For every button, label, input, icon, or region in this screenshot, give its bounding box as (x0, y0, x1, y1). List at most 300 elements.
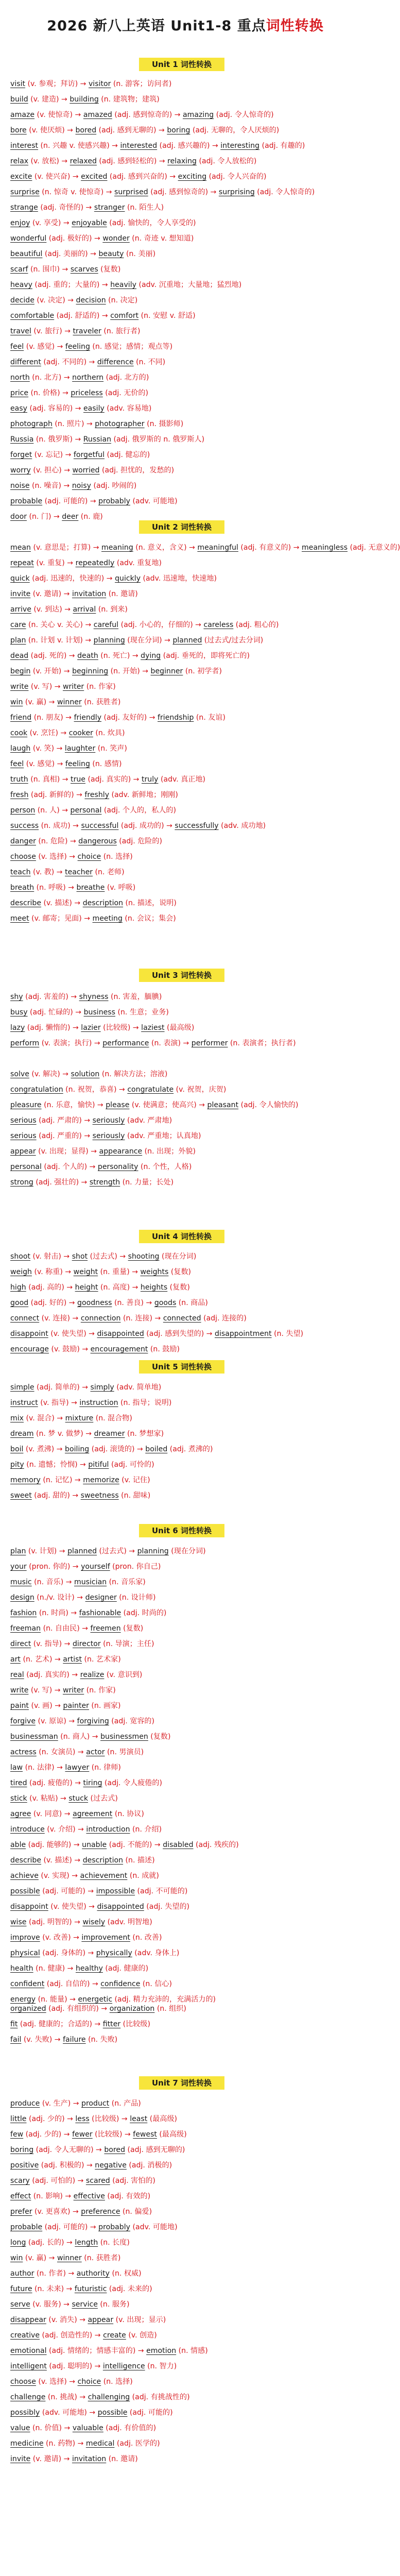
word-line (10, 803, 360, 818)
word-line (10, 1280, 360, 1295)
word: physical (10, 1949, 40, 1957)
word-gloss: (adj. 可能的) → (40, 1887, 96, 1895)
word-gloss: (n. 围巾) → (28, 265, 71, 274)
word-gloss: (adv. 可能地) (130, 497, 178, 505)
word-line (10, 989, 360, 1005)
word-gloss: (adj. 积极的) → (39, 2161, 95, 2170)
word-gloss: (比较级) → (100, 1024, 142, 1032)
word: northern (72, 374, 104, 382)
word: high (10, 1283, 26, 1292)
word: businessmen (100, 1733, 148, 1741)
word-gloss: (n. 遗憾；怜悯) → (24, 1461, 89, 1469)
word-gloss: (adv. 迅速地，快速地) (141, 574, 217, 583)
word-gloss: (v. 描述) → (41, 899, 83, 907)
word: writer (62, 683, 84, 691)
word-gloss: (adj. 好的) → (28, 1299, 78, 1307)
word: least (130, 2115, 148, 2123)
word-gloss: (adv. 可能地) (130, 2223, 178, 2231)
word: scared (85, 2177, 110, 2185)
word-gloss: (v. 指导) → (31, 1640, 73, 1648)
word: interest (10, 142, 39, 150)
word: yourself (81, 1563, 110, 1571)
word: repeatedly (75, 559, 115, 567)
word-gloss: (adj. 俄罗斯的 n. 俄罗斯人) (111, 435, 205, 444)
word: feel (10, 343, 24, 351)
word: agreement (73, 1810, 113, 1818)
word-gloss: (n. 药物) → (43, 2439, 86, 2448)
word: choose (10, 2378, 36, 2386)
word-line (10, 2250, 360, 2266)
word-gloss: (n. 导演；主任) (100, 1640, 154, 1648)
word-gloss: (adj. 消极的) (126, 2161, 172, 2170)
word: disappear (10, 2316, 46, 2324)
word-line (10, 138, 360, 154)
word-gloss: (n. 法律) → (23, 1764, 65, 1772)
word: relaxing (167, 157, 197, 165)
title-main: 2026 新八上英语 Unit1-8 重点 (47, 18, 266, 34)
word-line (10, 602, 360, 617)
word-gloss: (adj. 可怕的) → (29, 2177, 86, 2185)
word-line (10, 1113, 360, 1128)
word-gloss: (adj. 能够的) → (26, 1841, 82, 1849)
word: win (10, 698, 23, 706)
word: interesting (220, 142, 260, 150)
word: length (75, 2239, 98, 2247)
word: shy (10, 993, 23, 1001)
word: goodness (77, 1299, 112, 1307)
word-line (10, 2189, 360, 2204)
word-gloss: (n. 画家) (89, 1702, 121, 1710)
word: easy (10, 404, 27, 413)
word: meaning (101, 544, 133, 552)
word-gloss: (n. 失望) (271, 1330, 304, 1338)
word: meaningful (197, 544, 238, 552)
word: congratulation (10, 1086, 63, 1094)
word-gloss: (v. 教) → (30, 868, 65, 876)
word-line (10, 895, 360, 911)
word: care (10, 621, 26, 629)
unit-heading: Unit 5 词性转换 (139, 1360, 224, 1374)
word: beginning (72, 667, 109, 675)
word-gloss: (n. 权威) (110, 2269, 142, 2278)
word-line (10, 1899, 360, 1914)
word-line (10, 478, 360, 494)
word-gloss: (v. 写) → (28, 1686, 63, 1694)
word-gloss: (adj. 有趣的) (259, 142, 305, 150)
word-gloss: (v. 射击) → (30, 1252, 72, 1261)
word-gloss: (n. 成功) → (39, 822, 81, 830)
word: boiled (145, 1445, 168, 1453)
unit-heading: Unit 7 词性转换 (139, 2076, 224, 2090)
word: meaningless (302, 544, 348, 552)
word-gloss: (v. 感觉) → (24, 343, 65, 351)
word: fewer (72, 2130, 93, 2139)
word: appearance (99, 1147, 143, 1156)
word-gloss: (adj. 滚烫的) → (89, 1445, 146, 1453)
word-gloss: (v. 建造) → (28, 95, 70, 104)
word-gloss: (n. 善良) → (112, 1299, 154, 1307)
unit-heading: Unit 1 词性转换 (139, 58, 224, 71)
word-gloss: (adj. 严肃的) → (36, 1116, 93, 1125)
word-line (10, 617, 360, 633)
word-gloss: (pron. 你自己) (110, 1563, 161, 1571)
word-gloss: (现在分词) → (125, 636, 173, 645)
word-gloss: (adj. 无意义的) (347, 544, 400, 552)
word-gloss: (n. 甜味) (118, 1492, 151, 1500)
word-line (10, 849, 360, 865)
word-line (10, 741, 360, 756)
word-gloss: (adj. 美丽的) → (42, 250, 99, 258)
word-gloss: (v. 称重) → (32, 1268, 74, 1276)
word-gloss: (n. 男演员) (105, 1748, 144, 1756)
word: business (83, 1008, 115, 1016)
word: worried (72, 466, 100, 474)
word: designer (85, 1594, 117, 1602)
word-gloss: (n. 关心 v. 关心) → (26, 621, 94, 629)
word: personality (97, 1163, 138, 1171)
word-list (10, 1249, 360, 1357)
word-gloss: (n. 北方) → (29, 374, 73, 382)
word-gloss: (n. 力量；长处) (120, 1178, 174, 1187)
word-gloss: (adj. 明智的) → (26, 1918, 83, 1926)
word-gloss: (v. 旅行) → (31, 327, 73, 335)
word: write (10, 1686, 29, 1694)
word: describe (10, 899, 42, 907)
word-gloss: (v. 使惊奇) → (34, 111, 83, 119)
word-line (10, 1930, 360, 1945)
word-line (10, 1175, 360, 1190)
word: probable (10, 2223, 43, 2231)
word-gloss: (n. 邀请) (106, 590, 138, 598)
word: forget (10, 451, 32, 459)
word: confident (10, 1980, 45, 1988)
word-line (10, 2281, 360, 2297)
word-gloss: (n. 感情) (90, 760, 122, 768)
word: win (10, 2254, 23, 2262)
word-gloss: (最高级) (156, 2130, 187, 2139)
word-gloss: (n. 混合物) (93, 1414, 132, 1422)
word: true (71, 775, 85, 784)
word-line (10, 1698, 360, 1714)
word-gloss: (n. 重量) → (98, 1268, 141, 1276)
word-gloss: (n. 描述) (123, 1856, 155, 1865)
word: difference (97, 358, 134, 366)
word-gloss: (v. 改善) → (40, 1934, 82, 1942)
word: musician (74, 1578, 107, 1586)
word: probable (10, 497, 43, 505)
word: relax (10, 157, 29, 165)
word: feeling (65, 343, 90, 351)
word: excite (10, 173, 32, 181)
word-gloss: (adj. 令人惊奇的) (254, 188, 315, 196)
word: build (10, 95, 28, 104)
word-gloss: (v. 消失) → (46, 2316, 88, 2324)
word: planning (93, 636, 125, 645)
word-gloss: (n. 女演员) → (36, 1748, 86, 1756)
word-line (10, 1868, 360, 1884)
word-gloss: (adj. 个人的) → (41, 1163, 98, 1171)
word-gloss: (n. 挑战) → (45, 2393, 88, 2401)
word-gloss: (v. 赢) → (23, 698, 57, 706)
word: cooker (68, 729, 93, 737)
word: surprised (114, 188, 148, 196)
word-line (10, 2389, 360, 2405)
word-gloss: (v. 煮沸) → (23, 1445, 65, 1453)
word-gloss: (n. 意义，含义) → (133, 544, 198, 552)
word-line (10, 2405, 360, 2420)
word-line (10, 1914, 360, 1930)
word: future (10, 2285, 32, 2293)
word-gloss: (n. 长度) (98, 2239, 130, 2247)
word-line (10, 1342, 360, 1357)
word: intelligent (10, 2362, 47, 2370)
word-gloss: (n. 生意；业务) (115, 1008, 169, 1016)
word-line (10, 246, 360, 262)
word-gloss: (adj. 个人的，私人的) (101, 806, 177, 815)
word-gloss: (adj. 情绪的；情感丰富的) → (46, 2347, 147, 2355)
word: personal (70, 806, 102, 815)
word: bored (104, 2146, 126, 2154)
word-line (10, 540, 400, 555)
word: noise (10, 482, 30, 490)
word-gloss: (v. 使失望) → (48, 1330, 97, 1338)
word-line (10, 1961, 360, 1976)
word-gloss: (adj. 垂死的，即将死亡的) (161, 652, 250, 660)
word: disappoint (10, 1903, 48, 1911)
word-gloss: (adj. 无聊的，令人厌烦的) (190, 126, 280, 134)
word-gloss: (n. 噪音) → (29, 482, 72, 490)
word-line (10, 1976, 360, 1992)
word: forgiving (77, 1717, 109, 1725)
word-gloss: (n. 炊具) (93, 729, 125, 737)
word-line (10, 2374, 360, 2389)
word-gloss: (adj. 令人惊奇的) (214, 111, 274, 119)
word-line (10, 1744, 360, 1760)
word-gloss: (n. 游客；访问者) (111, 80, 172, 88)
word-gloss: (adj. 有意义的) → (238, 544, 302, 552)
word: create (103, 2331, 126, 2340)
word: strong (10, 1178, 33, 1187)
word: possible (97, 2409, 128, 2417)
word-gloss: (v. 更喜欢) → (32, 2208, 81, 2216)
word: improvement (81, 1934, 130, 1942)
word-line (10, 1066, 360, 1082)
word-gloss: (n. 艺术) → (20, 1655, 63, 1664)
word-gloss: (n. 成就) (127, 1872, 159, 1880)
word-gloss: (adj. 容易的) → (27, 404, 83, 413)
word-line (10, 865, 360, 880)
word: shoot (10, 1252, 31, 1261)
word: photograph (10, 420, 53, 428)
word-gloss: (v. 描述) → (41, 1856, 83, 1865)
word-gloss: (v. 计划) → (26, 1547, 68, 1555)
word-line (10, 2343, 360, 2359)
word: exciting (178, 173, 207, 181)
word-line (10, 571, 360, 586)
word-gloss: (adj. 吵闹的) (91, 482, 137, 490)
word-list (10, 1380, 360, 1503)
word-gloss: (v. 赢) → (23, 2254, 57, 2262)
word-line (10, 432, 360, 447)
word: noisy (72, 482, 91, 490)
word-gloss: (v. 失败) → (21, 2036, 63, 2044)
word-gloss: (v. 出现；显示) (113, 2316, 166, 2324)
word-line (10, 308, 360, 324)
word: physically (96, 1949, 132, 1957)
word-gloss: (v. 开始) → (30, 667, 73, 675)
word-line (10, 1544, 360, 1559)
word-gloss: (比较级) → (89, 2115, 130, 2123)
word-gloss: (adj. 疲倦的) → (27, 1779, 83, 1787)
word: fewest (133, 2130, 157, 2139)
word-gloss: (v. 使满意；使高兴) → (129, 1101, 207, 1109)
word: sweet (10, 1492, 32, 1500)
word-gloss: (比较级) → (92, 2130, 133, 2139)
word-gloss: (adj. 感到无聊的) → (96, 126, 167, 134)
word-line (10, 2173, 360, 2189)
word-gloss: (n. 组织) (154, 2005, 186, 2013)
word-gloss: (n. 时尚) → (37, 1609, 79, 1617)
word: simple (10, 1383, 34, 1392)
word: visitor (88, 80, 111, 88)
word: pity (10, 1461, 24, 1469)
word-line (10, 447, 360, 463)
word-line (10, 385, 360, 401)
word-line (10, 2219, 360, 2235)
word: freemen (90, 1624, 121, 1633)
word-gloss: (n. 俄罗斯) → (33, 435, 83, 444)
word: dying (141, 652, 161, 660)
word: emotion (146, 2347, 177, 2355)
word-gloss: (n. 摄影师) (144, 420, 184, 428)
word-gloss: (复数) (120, 1624, 144, 1633)
word: decision (76, 296, 106, 304)
word-gloss: (复数) (168, 1268, 192, 1276)
word: organization (109, 2005, 155, 2013)
word-line (10, 1945, 360, 1961)
word: weight (73, 1268, 98, 1276)
word: simply (90, 1383, 114, 1392)
word: priceless (71, 389, 103, 397)
word: futuristic (74, 2285, 107, 2293)
word: music (10, 1578, 32, 1586)
word-gloss: (n. 表演者；执行者) (228, 1039, 296, 1047)
word-gloss: (n. 老师) (93, 868, 125, 876)
word: truth (10, 775, 28, 784)
word: price (10, 389, 29, 397)
word-line (10, 1411, 360, 1426)
word-line (10, 2032, 360, 2047)
word-gloss: (n. 旅行者) (101, 327, 141, 335)
word: solution (71, 1070, 100, 1078)
word: memory (10, 1476, 41, 1484)
word: repeat (10, 559, 34, 567)
word: disappointed (97, 1330, 144, 1338)
word: achievement (80, 1872, 128, 1880)
word: describe (10, 1856, 42, 1865)
word: boil (10, 1445, 24, 1453)
word: relaxed (69, 157, 97, 165)
word-line (10, 1605, 360, 1621)
word: scarves (70, 265, 98, 274)
word-gloss: (adv. 真正地) (158, 775, 206, 784)
word-gloss: (v. 混合) → (24, 1414, 65, 1422)
word-line (10, 1249, 360, 1264)
word-gloss: (adj. 未来的) (107, 2285, 152, 2293)
word: good (10, 1299, 29, 1307)
word-list (10, 1544, 360, 2007)
word-gloss: (v. 使兴奋) → (32, 173, 81, 181)
word-line (10, 1036, 360, 1051)
word-line (10, 1380, 360, 1395)
word: confidence (100, 1980, 141, 1988)
word: pleasant (207, 1101, 239, 1109)
word-gloss: (v. 意思是；打算) → (30, 544, 101, 552)
word-gloss: (n. 情感) (176, 2347, 208, 2355)
word-gloss: (n. 商品) (176, 1299, 208, 1307)
word-line (10, 880, 360, 895)
word-gloss: (n. 艺术家) (82, 1655, 121, 1664)
word-gloss: (v. 鼓励) → (48, 1345, 91, 1353)
word: bored (75, 126, 97, 134)
word-gloss: (adj. 煮沸的) (167, 1445, 213, 1453)
word-gloss: (adj. 严重的) → (36, 1132, 93, 1140)
word-line (10, 555, 360, 571)
word-gloss: (n. 偏爱) (120, 2208, 152, 2216)
word: interested (120, 142, 158, 150)
word: freeman (10, 1624, 41, 1633)
word-gloss: (v. 忘记) → (32, 451, 74, 459)
word-gloss: (n. 陌生人) (125, 204, 164, 212)
word: planned (172, 636, 202, 645)
word-line (10, 2158, 360, 2173)
word-gloss: (v. 出现；显得) → (36, 1147, 99, 1156)
word-line (10, 648, 360, 664)
word-line (10, 756, 360, 772)
word: traveler (73, 327, 101, 335)
word-line (10, 1775, 360, 1791)
word-line (10, 633, 360, 648)
word-gloss: (最高级) (164, 1024, 195, 1032)
word-gloss: (adj. 高的) → (26, 1283, 75, 1292)
word: person (10, 806, 36, 815)
unit-heading: Unit 6 词性转换 (139, 1524, 224, 1537)
word: scarf (10, 265, 28, 274)
word-gloss: (n. 价值) → (30, 2424, 73, 2432)
word-gloss: (n. 描述，说明) (123, 899, 177, 907)
word: height (75, 1283, 98, 1292)
unit-heading: Unit 4 词性转换 (139, 1230, 224, 1243)
word: possibly (10, 2409, 40, 2417)
word-line (10, 1295, 360, 1311)
word-gloss: (v. 感觉) → (24, 760, 65, 768)
word: meeting (92, 914, 123, 923)
word: beginner (150, 667, 183, 675)
word-gloss: (n. 初学者) (183, 667, 222, 675)
word-line (10, 664, 360, 679)
word: fresh (10, 791, 29, 799)
word: solve (10, 1070, 29, 1078)
word: freshly (84, 791, 110, 799)
word-gloss: (adj. 创造性的) → (40, 2331, 103, 2340)
word: energy (10, 1995, 36, 2004)
word: plan (10, 1547, 26, 1555)
word-gloss: (v. 到达) → (31, 605, 73, 614)
word: feel (10, 760, 24, 768)
word-line (10, 277, 360, 293)
word: choice (77, 853, 101, 861)
word-gloss: (adj. 少的) → (23, 2130, 73, 2139)
